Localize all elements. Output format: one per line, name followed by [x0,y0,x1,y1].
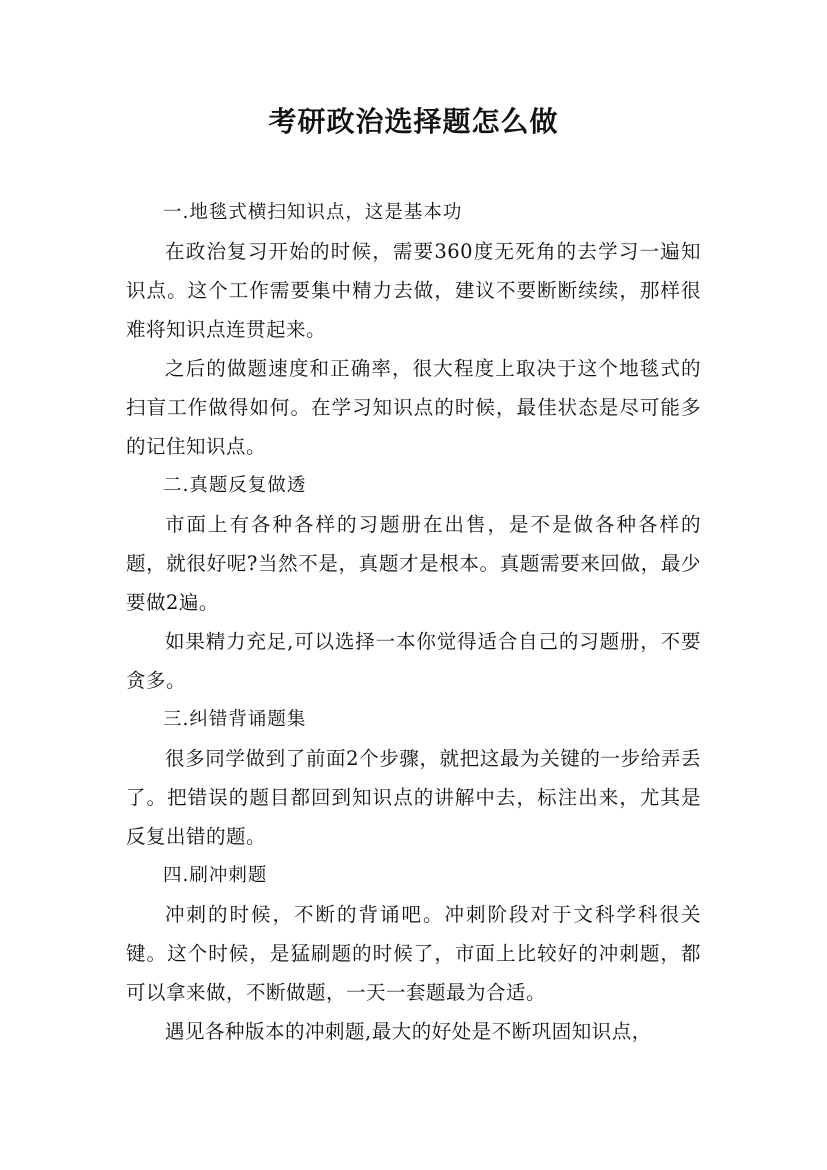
document-title: 考研政治选择题怎么做 [268,105,559,138]
section-4-paragraph-2: 遇见各种版本的冲刺题,最大的好处是不断巩固知识点， [165,1020,652,1043]
section-4-paragraph-1: 冲刺的时候，不断的背诵吧。冲刺阶段对于文科学科很关键。这个时候，是猛刷题的时候了，市面上比较好的冲刺题，都可以拿来做，不断做题，一天一套题最为合适。 [126,903,701,1004]
section-1-paragraph-1: 在政治复习开始的时候，需要360度无死角的去学习一遍知识点。这个工作需要集中精力去做，建议不要断断续续，那样很难将知识点连贯起来。 [126,240,701,341]
section-heading-4: 四.刷冲刺题 [163,865,268,886]
section-heading-1: 一.地毯式横扫知识点，这是基本功 [163,202,463,223]
section-2-paragraph-1: 市面上有各种各样的习题册在出售，是不是做各种各样的题，就很好呢?当然不是，真题才是根本。真题需要来回做，最少要做2遍。 [126,513,701,614]
section-heading-3: 三.纠错背诵题集 [163,709,307,730]
section-1-paragraph-2: 之后的做题速度和正确率，很大程度上取决于这个地毯式的扫盲工作做得如何。在学习知识点的时候，最佳状态是尽可能多的记住知识点。 [126,357,701,458]
section-heading-2: 二.真题反复做透 [163,475,307,496]
section-2-paragraph-2: 如果精力充足,可以选择一本你觉得适合自己的习题册，不要贪多。 [126,630,701,692]
document-body [126,193,701,1051]
section-3-paragraph-1: 很多同学做到了前面2个步骤，就把这最为关键的一步给弄丢了。把错误的题目都回到知识点的讲解中去，标注出来，尤其是反复出错的题。 [126,747,701,848]
